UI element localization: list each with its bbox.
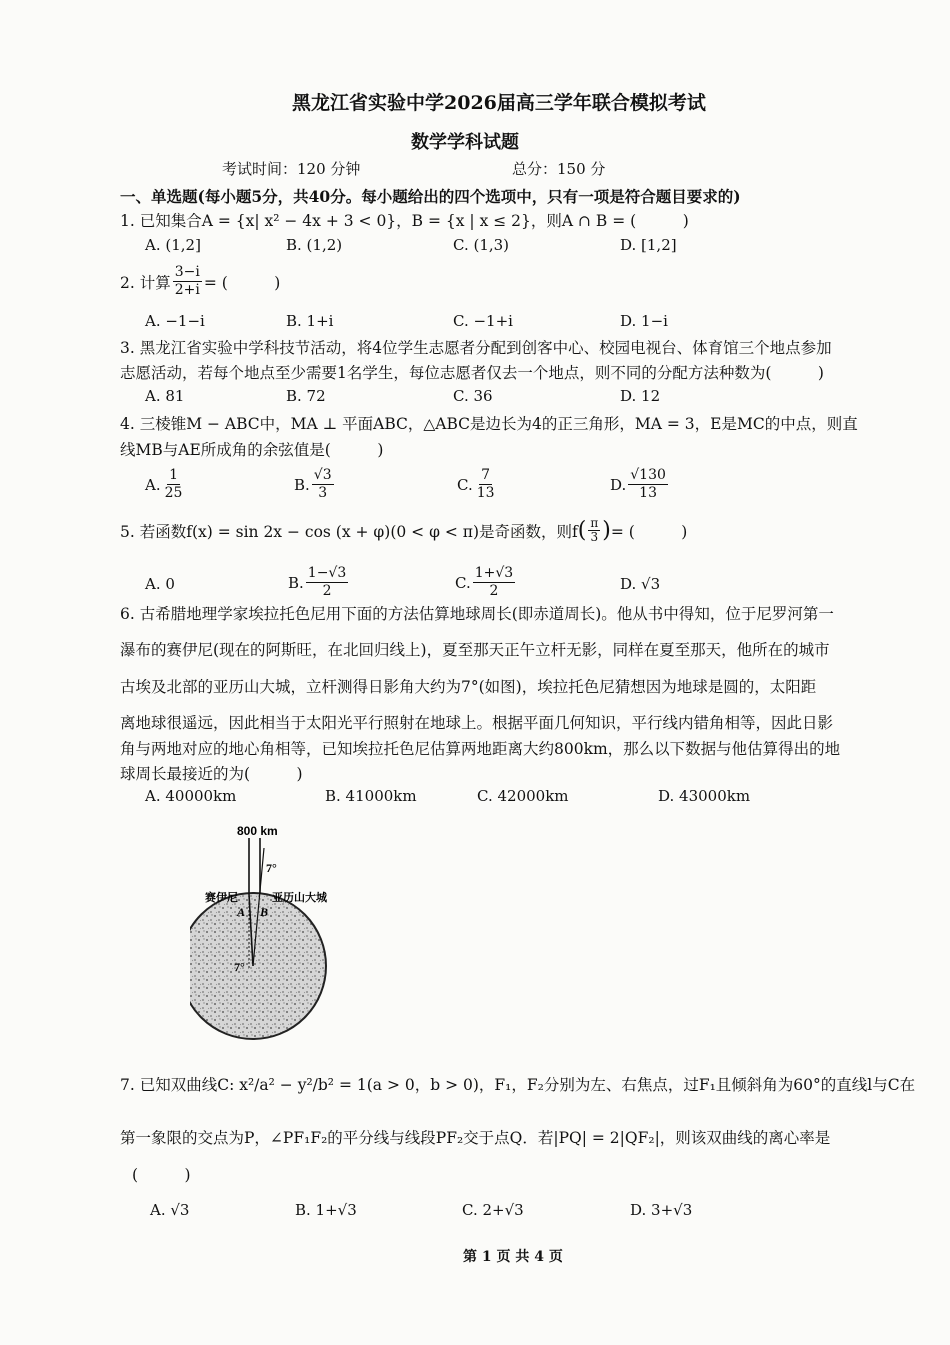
point-b-label: B [260,905,269,919]
q4-option-d-den: 13 [639,485,657,501]
q3-option-a: A. 81 [145,387,185,405]
q5-arg-fraction [588,517,600,544]
q3-option-c: C. 36 [453,387,493,405]
q2-suffix: = ( ) [203,273,281,292]
city-left-label: 赛伊尼 [205,891,238,904]
q5-option-b [288,565,350,600]
total-score: 总分：150 分 [512,160,606,178]
q4-option-a-num: 1 [169,467,178,483]
q7-line-1: 7. 已知双曲线C: x²/a² − y²/b² = 1(a > 0，b > 0)，F₁，F₂分别为左、右焦点，过F₁且倾斜角为60°的直线l与C在 [120,1076,916,1094]
q7-option-d: D. 3+√3 [630,1201,693,1219]
q5-option-c-label: C. [455,573,471,592]
angle-top-label: 7° [266,861,277,875]
q6-option-a: A. 40000km [145,787,237,805]
q4-option-b-num: √3 [313,467,332,483]
q5-option-b-label: B. [288,573,304,592]
q4-option-c-num: 7 [481,467,491,483]
q4-option-d-num: √130 [630,467,666,483]
q2-option-c: C. −1+i [453,312,513,330]
q2-denominator: 2+i [174,282,200,298]
q5-paren-open: ( [577,518,587,543]
q1-option-c: C. (1,3) [453,236,510,254]
q6-line-3: 古埃及北部的亚历山大城，立杆测得日影角大约为7°(如图)，埃拉托色尼猜想因为地球是圆的，太阳距 [120,678,817,696]
point-a-label: A [237,905,246,919]
q5-prefix: 5. 若函数f(x) = sin 2x − cos (x + φ)(0 < φ < π)是奇函数，则f [120,522,578,541]
q6-line-6: 球周长最接近的为( ) [120,765,303,783]
q7-option-c: C. 2+√3 [462,1201,524,1219]
q4-option-d-label: D. [610,475,627,494]
q4-option-b [294,467,336,502]
q4-line-2: 线MB与AE所成角的余弦值是( ) [120,441,384,459]
q4-option-c-label: C. [457,475,473,494]
q4-option-b-label: B. [294,475,310,494]
q3-line-2: 志愿活动，若每个地点至少需要1名学生，每位志愿者仅去一个地点，则不同的分配方法种数为( ) [120,364,824,382]
q7-option-b: B. 1+√3 [295,1201,357,1219]
angle-center-label: 7° [234,960,245,974]
q6-line-1: 6. 古希腊地理学家埃拉托色尼用下面的方法估算地球周长(即赤道周长)。他从书中得知，位于尼罗河第一 [120,605,834,623]
q6-line-4: 离地球很遥远，因此相当于太阳光平行照射在地球上。根据平面几何知识，平行线内错角相等，因此日影 [120,714,834,732]
exam-title: 黑龙江省实验中学2026届高三学年联合模拟考试 [292,92,706,114]
q3-option-d: D. 12 [620,387,661,405]
q5-option-b-num: 1−√3 [307,565,347,581]
q5-arg-num: π [590,516,599,530]
q4-option-c [457,467,499,502]
city-right-label: 亚历山大城 [272,891,327,904]
q2-option-a: A. −1−i [145,312,205,330]
q2-numerator: 3−i [174,264,200,280]
q6-option-c: C. 42000km [477,787,569,805]
q2-prefix: 2. 计算 [120,273,171,292]
q4-option-a-den: 25 [164,485,183,501]
q5-stem [120,517,687,544]
q4-line-1: 4. 三棱锥M − ABC中，MA ⊥ 平面ABC，△ABC是边长为4的正三角形，MA = 3，E是MC的中点，则直 [120,415,858,433]
q5-option-c [455,565,517,600]
q1-option-a: A. (1,2] [145,236,201,254]
q6-line-5: 角与两地对应的地心角相等，已知埃拉托色尼估算两地距离大约800km，那么以下数据与他估算得出的地 [120,740,841,758]
q5-arg-den: 3 [590,530,599,544]
q3-option-b: B. 72 [286,387,326,405]
q3-line-1: 3. 黑龙江省实验中学科技节活动，将4位学生志愿者分配到创客中心、校园电视台、体育馆三个地点参加 [120,339,832,357]
q6-option-d: D. 43000km [658,787,751,805]
q4-option-b-den: 3 [318,485,328,501]
q4-option-d [610,467,670,502]
section-heading: 一、单选题(每小题5分，共40分。每小题给出的四个选项中，只有一项是符合题目要求的) [120,187,741,206]
q5-option-c-den: 2 [489,583,499,599]
q2-option-d: D. 1−i [620,312,668,330]
q1-option-d: D. [1,2] [620,236,677,254]
q1-option-b: B. (1,2) [286,236,343,254]
distance-label: 800 km [237,824,278,838]
q2-stem [120,264,280,299]
q6-line-2: 瀑布的赛伊尼(现在的阿斯旺，在北回归线上)，夏至那天正午立杆无影，同样在夏至那天，他所在的城市 [120,641,830,659]
q4-option-c-den: 13 [476,485,495,501]
q5-paren-close: ) [602,518,611,543]
q7-line-3: ( ) [132,1166,191,1184]
q7-option-a: A. √3 [150,1201,190,1219]
q2-option-b: B. 1+i [286,312,334,330]
q2-fraction [173,264,202,299]
q4-option-a [145,467,186,502]
q5-option-d: D. √3 [620,575,661,593]
exam-time: 考试时间：120 分钟 [222,160,361,178]
q5-option-c-num: 1+√3 [474,565,514,581]
q5-option-b-den: 2 [322,583,332,599]
q6-option-b: B. 41000km [325,787,417,805]
q1-stem: 1. 已知集合A = {x| x² − 4x + 3 < 0}，B = {x | x ≤ 2}，则A ∩ B = ( ) [120,212,689,230]
subject-title: 数学学科试题 [411,132,519,153]
q5-suffix: = ( ) [610,522,688,541]
page-number: 第 1 页 共 4 页 [463,1249,563,1265]
earth-figure [190,818,350,1050]
q5-option-a: A. 0 [145,575,175,593]
q4-option-a-label: A. [145,475,161,494]
q7-line-2: 第一象限的交点为P，∠PF₁F₂的平分线与线段PF₂交于点Q．若|PQ| = 2|QF₂|，则该双曲线的离心率是 [120,1129,831,1147]
